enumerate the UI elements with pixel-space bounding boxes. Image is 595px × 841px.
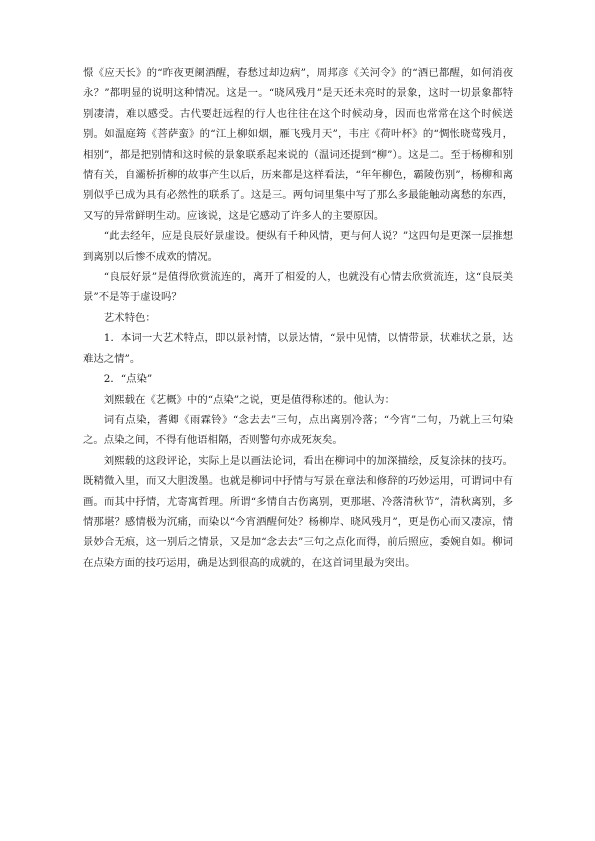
paragraph-continuation: 憬《应天长》的“昨夜更阑酒醒，春愁过却边病”，周邦彦《关河令》的“酒已都醒，如何消夜永？”都明显的说明这种情况。这是一。“晓风残月”是天还未亮时的景象，这时一切景象都特别凄清，难以感受。古代要赶远程的行人也往往在这个时候动身，因而也常常在这个时候送别。如温庭筠《菩萨蛮》的“江上柳如烟，雁飞残月天”，韦庄《荷叶杯》的“惆怅晓莺残月，相别”，都是把别情和这时候的景象联系起来说的（温词还提到“柳”）。这是二。至于杨柳和别情有关，自灞桥折柳的故事产生以后，历来都是这样看法，“年年柳色，霸陵伤别”，杨柳和离别似乎已成为具有必然性的联系了。这是三。两句词里集中写了那么多最能触动离愁的东西，又写的异常鲜明生动。应该说，这是它感动了许多人的主要原因。: [83, 67, 513, 222]
quote-yigai: 词有点染，耆卿《雨霖铃》“念去去”三句，点出离别冷落；“今宵”二句，乃就上三句染之。点染之间，不得有他语相隔，否则警句亦成死灰矣。: [83, 413, 513, 447]
document-body: [83, 63, 513, 573]
section-heading-art-features: 艺术特色：: [103, 311, 156, 324]
list-item-1: 1．本词一大艺术特点，即以景衬情，以景达情，“景中见情，以情带景，状难状之景，达难达之情”。: [83, 332, 513, 365]
list-item-2-heading: 2．“点染”: [103, 373, 153, 386]
paragraph-liuxizai-intro: 刘熙载在《艺概》中的“点染”之说，更是值得称述的。他认为：: [103, 393, 395, 406]
paragraph-analysis-1: “此去经年，应是良辰好景虚设。便纵有千种风情，更与何人说？”这四句是更深一层推想到离别以后惨不成欢的情况。: [83, 230, 513, 263]
paragraph-commentary: 刘熙载的这段评论，实际上是以画法论词，看出在柳词中的加深描绘，反复涂抹的技巧。既精微入里，而又大胆泼墨。也就是柳词中抒情与写景在章法和修辞的巧妙运用，可谓词中有画。而其中抒情，尤寄寓哲理。所谓“多情自古伤离别，更那堪、冷落清秋节”，清秋离别，多情那堪？感情极为沉痛，而染以“今宵酒醒何处？杨柳岸、晓风残月”，更是伤心而又凄凉，情景妙合无痕，这一别后之情景，又是加“念去去”三句之点化而得，前后照应，委婉自如。柳词在点染方面的技巧运用，确是达到很高的成就的，在这首词里最为突出。: [83, 454, 513, 569]
paragraph-analysis-2: “良辰好景”是值得欣赏流连的，离开了相爱的人，也就没有心情去欣赏流连，这“良辰美景”不是等于虚设吗？: [83, 271, 513, 304]
